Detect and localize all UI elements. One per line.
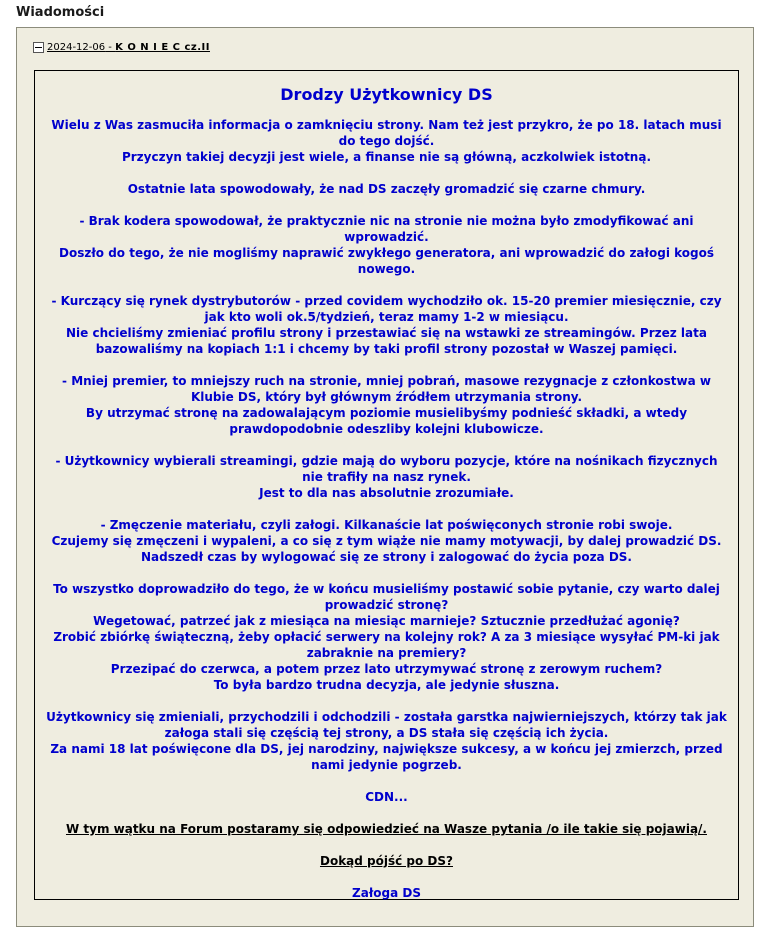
paragraph-line: Jest to dla nas absolutnie zrozumiałe.: [259, 486, 514, 500]
paragraph: [45, 373, 728, 437]
paragraph-line: Doszło do tego, że nie mogliśmy naprawić zwykłego generatora, ani wprowadzić do załogi kogoś nowego.: [58, 246, 714, 276]
paragraph: [45, 117, 728, 165]
collapse-icon[interactable]: [33, 42, 44, 53]
news-content: [34, 70, 739, 900]
paragraph-line: To wszystko doprowadziło do tego, że w końcu musieliśmy postawić sobie pytanie, czy warto dalej prowadzić stronę?: [53, 582, 720, 612]
paragraph: [45, 213, 728, 277]
paragraph-line: Przyczyn takiej decyzji jest wiele, a finanse nie są główną, aczkolwiek istotną.: [121, 150, 652, 164]
news-panel: [16, 27, 754, 927]
paragraph-line: - Kurczący się rynek dystrybutorów - przed covidem wychodziło ok. 15-20 premier miesięcznie, czy jak kto woli ok.5/tydzień, teraz mamy 1-2 w miesiącu.: [51, 294, 722, 324]
paragraph: [45, 517, 728, 565]
paragraph-line: Za nami 18 lat poświęcone dla DS, jej narodziny, największe sukcesy, a w końcu jej zmierzch, przed nami jedynie pogrzeb.: [50, 742, 723, 772]
paragraph-line: Nadszedł czas by wylogować się ze strony i zalogować do życia poza DS.: [141, 550, 632, 564]
news-date: 2024-12-06: [47, 42, 106, 53]
paragraph-line: By utrzymać stronę na zadowalającym poziomie musielibyśmy podnieść składki, a wtedy prawdopodobnie odeszliby kolejni klubowicze.: [85, 406, 688, 436]
paragraph: [45, 293, 728, 357]
paragraph: [45, 709, 728, 773]
paragraph-line: Wegetować, patrzeć jak z miesiąca na miesiąc marnieje? Sztucznie przedłużać agonię?: [93, 614, 680, 628]
paragraph-line: - Zmęczenie materiału, czyli załogi. Kilkanaście lat poświęconych stronie robi swoje.: [100, 518, 673, 532]
paragraph-line: Czujemy się zmęczeni i wypaleni, a co się z tym wiąże nie mamy motywacji, by dalej prowadzić DS.: [51, 534, 722, 548]
paragraph-line: Wielu z Was zasmuciła informacja o zamknięciu strony. Nam też jest przykro, że po 18. latach musi do tego dojść.: [51, 118, 722, 148]
news-title: K O N I E C cz.II: [115, 42, 210, 53]
section-title: Wiadomości: [16, 5, 105, 20]
news-headline: Drodzy Użytkownicy DS: [280, 85, 493, 104]
paragraph-line: - Użytkownicy wybierali streamingi, gdzie mają do wyboru pozycje, które na nośnikach fizycznych nie trafiły na nasz rynek.: [55, 454, 718, 484]
forum-thread-link[interactable]: W tym wątku na Forum postaramy się odpowiedzieć na Wasze pytania /o ile takie się pojawią/.: [65, 822, 707, 836]
news-body: [45, 117, 728, 917]
paragraph: [45, 453, 728, 501]
news-header: [33, 42, 210, 53]
where-to-go-link[interactable]: Dokąd pójść po DS?: [319, 854, 453, 868]
cdn-text: CDN...: [365, 790, 408, 804]
news-title-link[interactable]: [47, 42, 210, 53]
paragraph-line: To była bardzo trudna decyzja, ale jedynie słuszna.: [213, 678, 560, 692]
paragraph: [45, 181, 728, 197]
paragraph-line: Zrobić zbiórkę świąteczną, żeby opłacić serwery na kolejny rok? A za 3 miesiące wysyłać PM-ki jak zabraknie na premiery?: [53, 630, 720, 660]
news-separator: -: [105, 42, 116, 53]
paragraph-line: - Brak kodera spowodował, że praktycznie nic na stronie nie można było zmodyfikować ani wprowadzić.: [79, 214, 694, 244]
paragraph-line: Użytkownicy się zmieniali, przychodzili i odchodzili - została garstka najwierniejszych, którzy tak jak załoga stali się częścią tej strony, a DS stała się częścią ich życia.: [46, 710, 727, 740]
signature: Załoga DS: [352, 886, 421, 900]
paragraph: [45, 581, 728, 693]
paragraph-line: Ostatnie lata spowodowały, że nad DS zaczęły gromadzić się czarne chmury.: [127, 182, 646, 196]
paragraph-line: Nie chcieliśmy zmieniać profilu strony i przestawiać się na wstawki ze streamingów. Przez lata bazowaliśmy na kopiach 1:1 i chcemy by taki profil strony pozostał w Waszej pamięci.: [66, 326, 707, 356]
paragraph-line: Przezipać do czerwca, a potem przez lato utrzymywać stronę z zerowym ruchem?: [110, 662, 663, 676]
paragraph-line: - Mniej premier, to mniejszy ruch na stronie, mniej pobrań, masowe rezygnacje z członkostwa w Klubie DS, który był głównym źródłem utrzymania strony.: [62, 374, 711, 404]
